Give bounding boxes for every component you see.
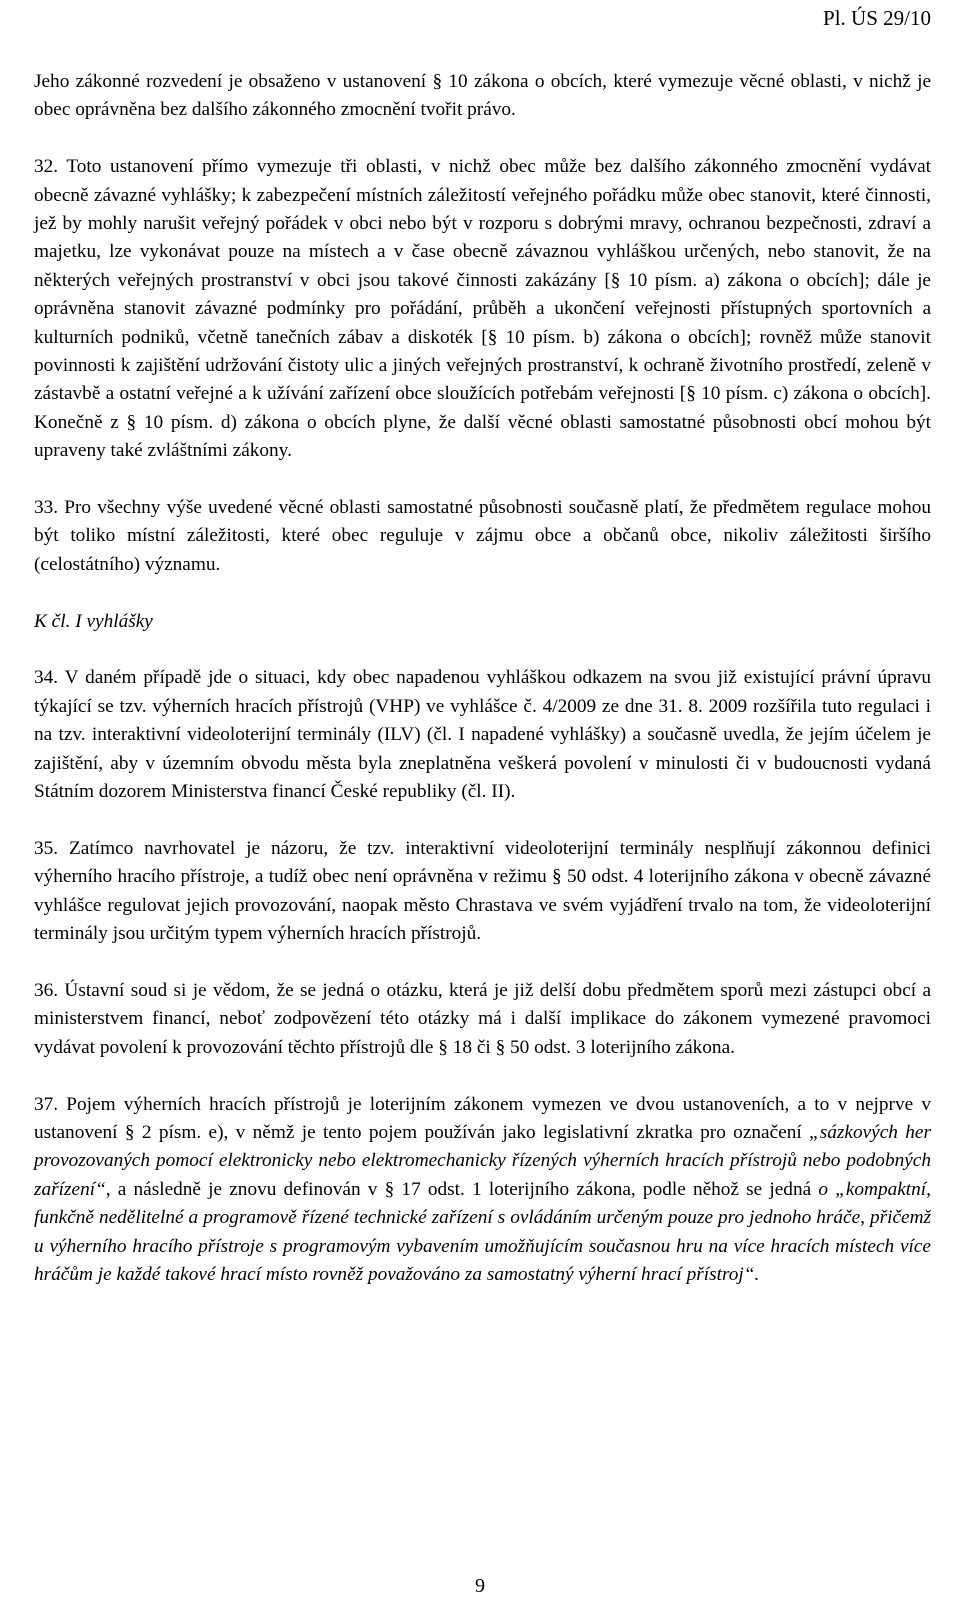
paragraph-37-quote-1: „sázkových her provozovaných pomocí elektronicky nebo elektromechanicky řízených výherních hracích přístrojů nebo podobných zařízení“ (34, 1121, 931, 1200)
case-reference: Pl. ÚS 29/10 (823, 6, 931, 30)
document-body (34, 68, 931, 1318)
page-number: 9 (475, 1575, 485, 1597)
paragraph-33: 33. Pro všechny výše uvedené věcné oblasti samostatné působnosti současně platí, že předmětem regulace mohou být toliko místní záležitosti, které obec reguluje v zájmu obce a občanů obce, nikoliv záležitosti širšího (celostátního) významu. (34, 497, 931, 575)
paragraph-32: 32. Toto ustanovení přímo vymezuje tři oblasti, v nichž obec může bez dalšího zákonného zmocnění vydávat obecně závazné vyhlášky; k zabezpečení místních záležitostí veřejného pořádku může obec stanovit, které činnosti, jež by mohly narušit veřejný pořádek v obci nebo být v rozporu s dobrými mravy, ochranou bezpečnosti, zdraví a majetku, lze vykonávat pouze na místech a v čase obecně závaznou vyhláškou určených, nebo stanovit, že na některých veřejných prostranství v obci jsou takové činnosti zakázány [§ 10 písm. a) zákona o obcích]; dále je oprávněna stanovit závazné podmínky pro pořádání, průběh a ukončení veřejnosti přístupných sportovních a kulturních podniků, včetně tanečních zábav a diskoték [§ 10 písm. b) zákona o obcích]; rovněž může stanovit povinnosti k zajištění udržování čistoty ulic a jiných veřejných prostranství, k ochraně životního prostředí, zeleně v zástavbě a ostatní veřejné a k užívání zařízení obce sloužících potřebám veřejnosti [§ 10 písm. c) zákona o obcích]. Konečně z § 10 písm. d) zákona o obcích plyne, že další věcné oblasti samostatné působnosti obcí mohou být upraveny také zvláštními zákony. (34, 156, 931, 462)
section-heading: K čl. I vyhlášky (34, 610, 153, 632)
paragraph-37-part-1: 37. Pojem výherních hracích přístrojů je loterijním zákonem vymezen ve dvou ustanoveních, a to v nejprve v ustanovení § 2 písm. e), v němž je tento pojem používán jako legislativní zkratka pro označení (34, 1093, 931, 1143)
paragraph-37-quote-2: o „kompaktní, funkčně nedělitelné a programově řízené technické zařízení s ovládáním určeným pouze pro jednoho hráče, přičemž u výherního hracího přístroje s programovým vybavením umožňujícím současnou hru na více hracích místech více hráčům je každé takové hrací místo rovněž považováno za samostatný výherní hrací přístroj“. (34, 1178, 931, 1285)
paragraph-37-part-2: , a následně je znovu definován v § 17 odst. 1 loterijního zákona, podle něhož se jedná (105, 1178, 819, 1200)
paragraph-intro: Jeho zákonné rozvedení je obsaženo v ustanovení § 10 zákona o obcích, které vymezuje věcné oblasti, v nichž je obec oprávněna bez dalšího zákonného zmocnění tvořit právo. (34, 71, 931, 121)
paragraph-34: 34. V daném případě jde o situaci, kdy obec napadenou vyhláškou odkazem na svou již existující právní úpravu týkající se tzv. výherních hracích přístrojů (VHP) ve vyhlášce č. 4/2009 ze dne 31. 8. 2009 rozšířila tuto regulaci i na tzv. interaktivní videoloterijní terminály (ILV) (čl. I napadené vyhlášky) a současně uvedla, že jejím účelem je zajištění, aby v územním obvodu města byla zneplatněna veškerá povolení v minulosti či v budoucnosti vydaná Státním dozorem Ministerstva financí České republiky (čl. II). (34, 667, 931, 803)
paragraph-35: 35. Zatímco navrhovatel je názoru, že tzv. interaktivní videoloterijní terminály nesplňují zákonnou definici výherního hracího přístroje, a tudíž obec není oprávněna v režimu § 50 odst. 4 loterijního zákona v obecně závazné vyhlášce regulovat jejich provozování, naopak město Chrastava ve svém vyjádření trvalo na tom, že videoloterijní terminály jsou určitým typem výherních hracích přístrojů. (34, 837, 931, 945)
paragraph-37 (34, 1091, 931, 1290)
paragraph-36: 36. Ústavní soud si je vědom, že se jedná o otázku, která je již delší dobu předmětem sporů mezi zástupci obcí a ministerstvem financí, neboť zodpovězení této otázky má i další implikace do zákonem vymezené pravomoci vydávat povolení k provozování těchto přístrojů dle § 18 či § 50 odst. 3 loterijního zákona. (34, 979, 931, 1058)
